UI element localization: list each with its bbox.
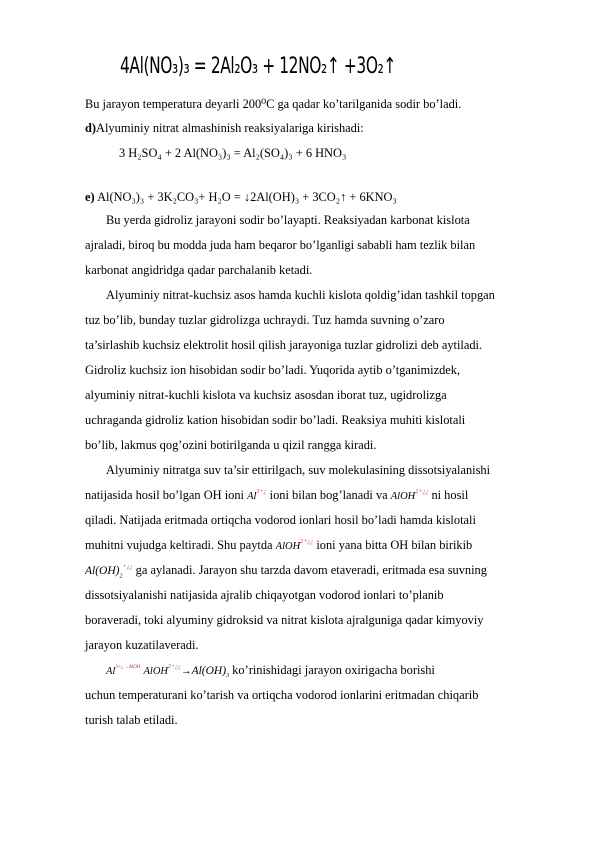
al-ion-formula: $Al^{3+¿}$	[247, 489, 267, 502]
label-e: e)	[85, 190, 95, 204]
text-line: tuz bo’lib, bunday tuzlar gidrolizga uchraydi. Tuz hamda suvning o’zaro	[85, 313, 445, 327]
text-line: bo’lib, lakmus qog’ozini botirilganda u qizil rangga kiradi.	[85, 438, 377, 452]
text-line	[85, 538, 472, 554]
text-line: Bu yerda gidroliz jarayoni sodir bo’layapti. Reaksiyadan karbonat kislota	[106, 213, 470, 227]
text-span: Alyuminiy nitrat almashinish reaksiyalariga kirishadi:	[96, 121, 364, 135]
decomposition-equation: 4Al(NO₃)₃ = 2Al₂O₃ + 12NO₂↑ +3O₂↑	[120, 54, 396, 79]
text-line: ta’sirlashib kuchsiz elektrolit hosil qilish jarayoniga tuzlar gidrolizi deb aytiladi.	[85, 338, 483, 352]
label-d: d)	[85, 121, 97, 135]
text-span: muhitni vujudga keltiradi. Shu paytda	[85, 538, 273, 552]
text-line: Alyuminiy nitrat-kuchsiz asos hamda kuchli kislota qoldig’idan tashkil topgan	[106, 288, 495, 302]
text-span: ioni bilan bog’lanadi va	[269, 488, 388, 502]
text-line: karbonat angidridga qadar parchalanib ketadi.	[85, 263, 313, 277]
text-line: uchun temperaturani ko’tarish va ortiqcha vodorod ionlarini eritmadan chiqarib	[85, 688, 479, 702]
text-line: dissotsiyalanishi natijasida ajralib chiqayotgan vodorod ionlari to’planib	[85, 588, 444, 602]
text-line: Bu jarayon temperatura deyarli 200⁰C ga qadar ko’tarilganida sodir bo’ladi.	[85, 97, 462, 111]
text-span: ni hosil	[431, 488, 469, 502]
text-span: natijasida hosil bo’lgan OH ioni	[85, 488, 244, 502]
text-line: jarayon kuzatilaveradi.	[85, 638, 199, 652]
text-line: turish talab etiladi.	[85, 713, 178, 727]
aloh-ion-formula: AlOH$^{2+¿¿}$	[275, 539, 314, 552]
text-span: ga aylanadi. Jarayon shu tarzda davom etaveradi, eritmada esa suvning	[135, 563, 487, 577]
text-line: ajraladi, biroq bu modda juda ham beqaror bo’lganligi sababli ham tezlik bilan	[85, 238, 476, 252]
text-line	[85, 488, 468, 504]
text-line: alyuminiy nitrat-kuchli kislota va kuchsiz asosdan iborat tuz, ugidrolizga	[85, 388, 447, 402]
text-line	[85, 190, 397, 205]
aloh-ion-formula: AlOH$^{2+¿¿}$	[390, 489, 429, 502]
text-line: boraveradi, toki alyuminy gidroksid va nitrat kislota ajralguniga qadar kimyoviy	[85, 613, 484, 627]
text-line	[85, 563, 487, 580]
text-line: Alyuminiy nitratga suv ta’sir ettirilgach, suv molekulasining dissotsiyalanishi	[106, 463, 491, 477]
hydrolysis-chain: $Al^{3+¿\to AlOH}$	[106, 665, 141, 677]
hydrolysis-chain: $AlOH^{2+¿¿}\to Al(OH)_3$	[143, 664, 230, 680]
reaction-equation: 3 H₂SO₄ + 2 Al(NO₃)₃ = Al₂(SO₄)₃ + 6 HNO₃	[119, 146, 347, 160]
text-line	[85, 121, 364, 136]
text-line: uchraganda gidroliz kation hisobidan sodir bo’ladi. Reaksiya muhiti kislotali	[85, 413, 466, 427]
aloh2-ion-formula: $Al(OH)_2^{+¿¿}$	[85, 564, 133, 580]
text-line: Gidroliz kuchsiz ion hisobidan sodir bo’ladi. Yuqorida aytib o’tganimizdek,	[85, 363, 461, 377]
text-span: ko’rinishidagi jarayon oxirigacha borishi	[232, 663, 435, 677]
text-span: ioni yana bitta OH bilan birikib	[316, 538, 473, 552]
reaction-equation: Al(NO₃)₃ + 3K₂CO₃+ H₂O = ↓2Al(OH)₃ + 3CO₂↑ + 6KNO₃	[97, 190, 397, 204]
text-line: qiladi. Natijada eritmada ortiqcha vodorod ionlari hosil bo’ladi hamda kislotali	[85, 513, 476, 527]
text-line	[106, 663, 435, 680]
